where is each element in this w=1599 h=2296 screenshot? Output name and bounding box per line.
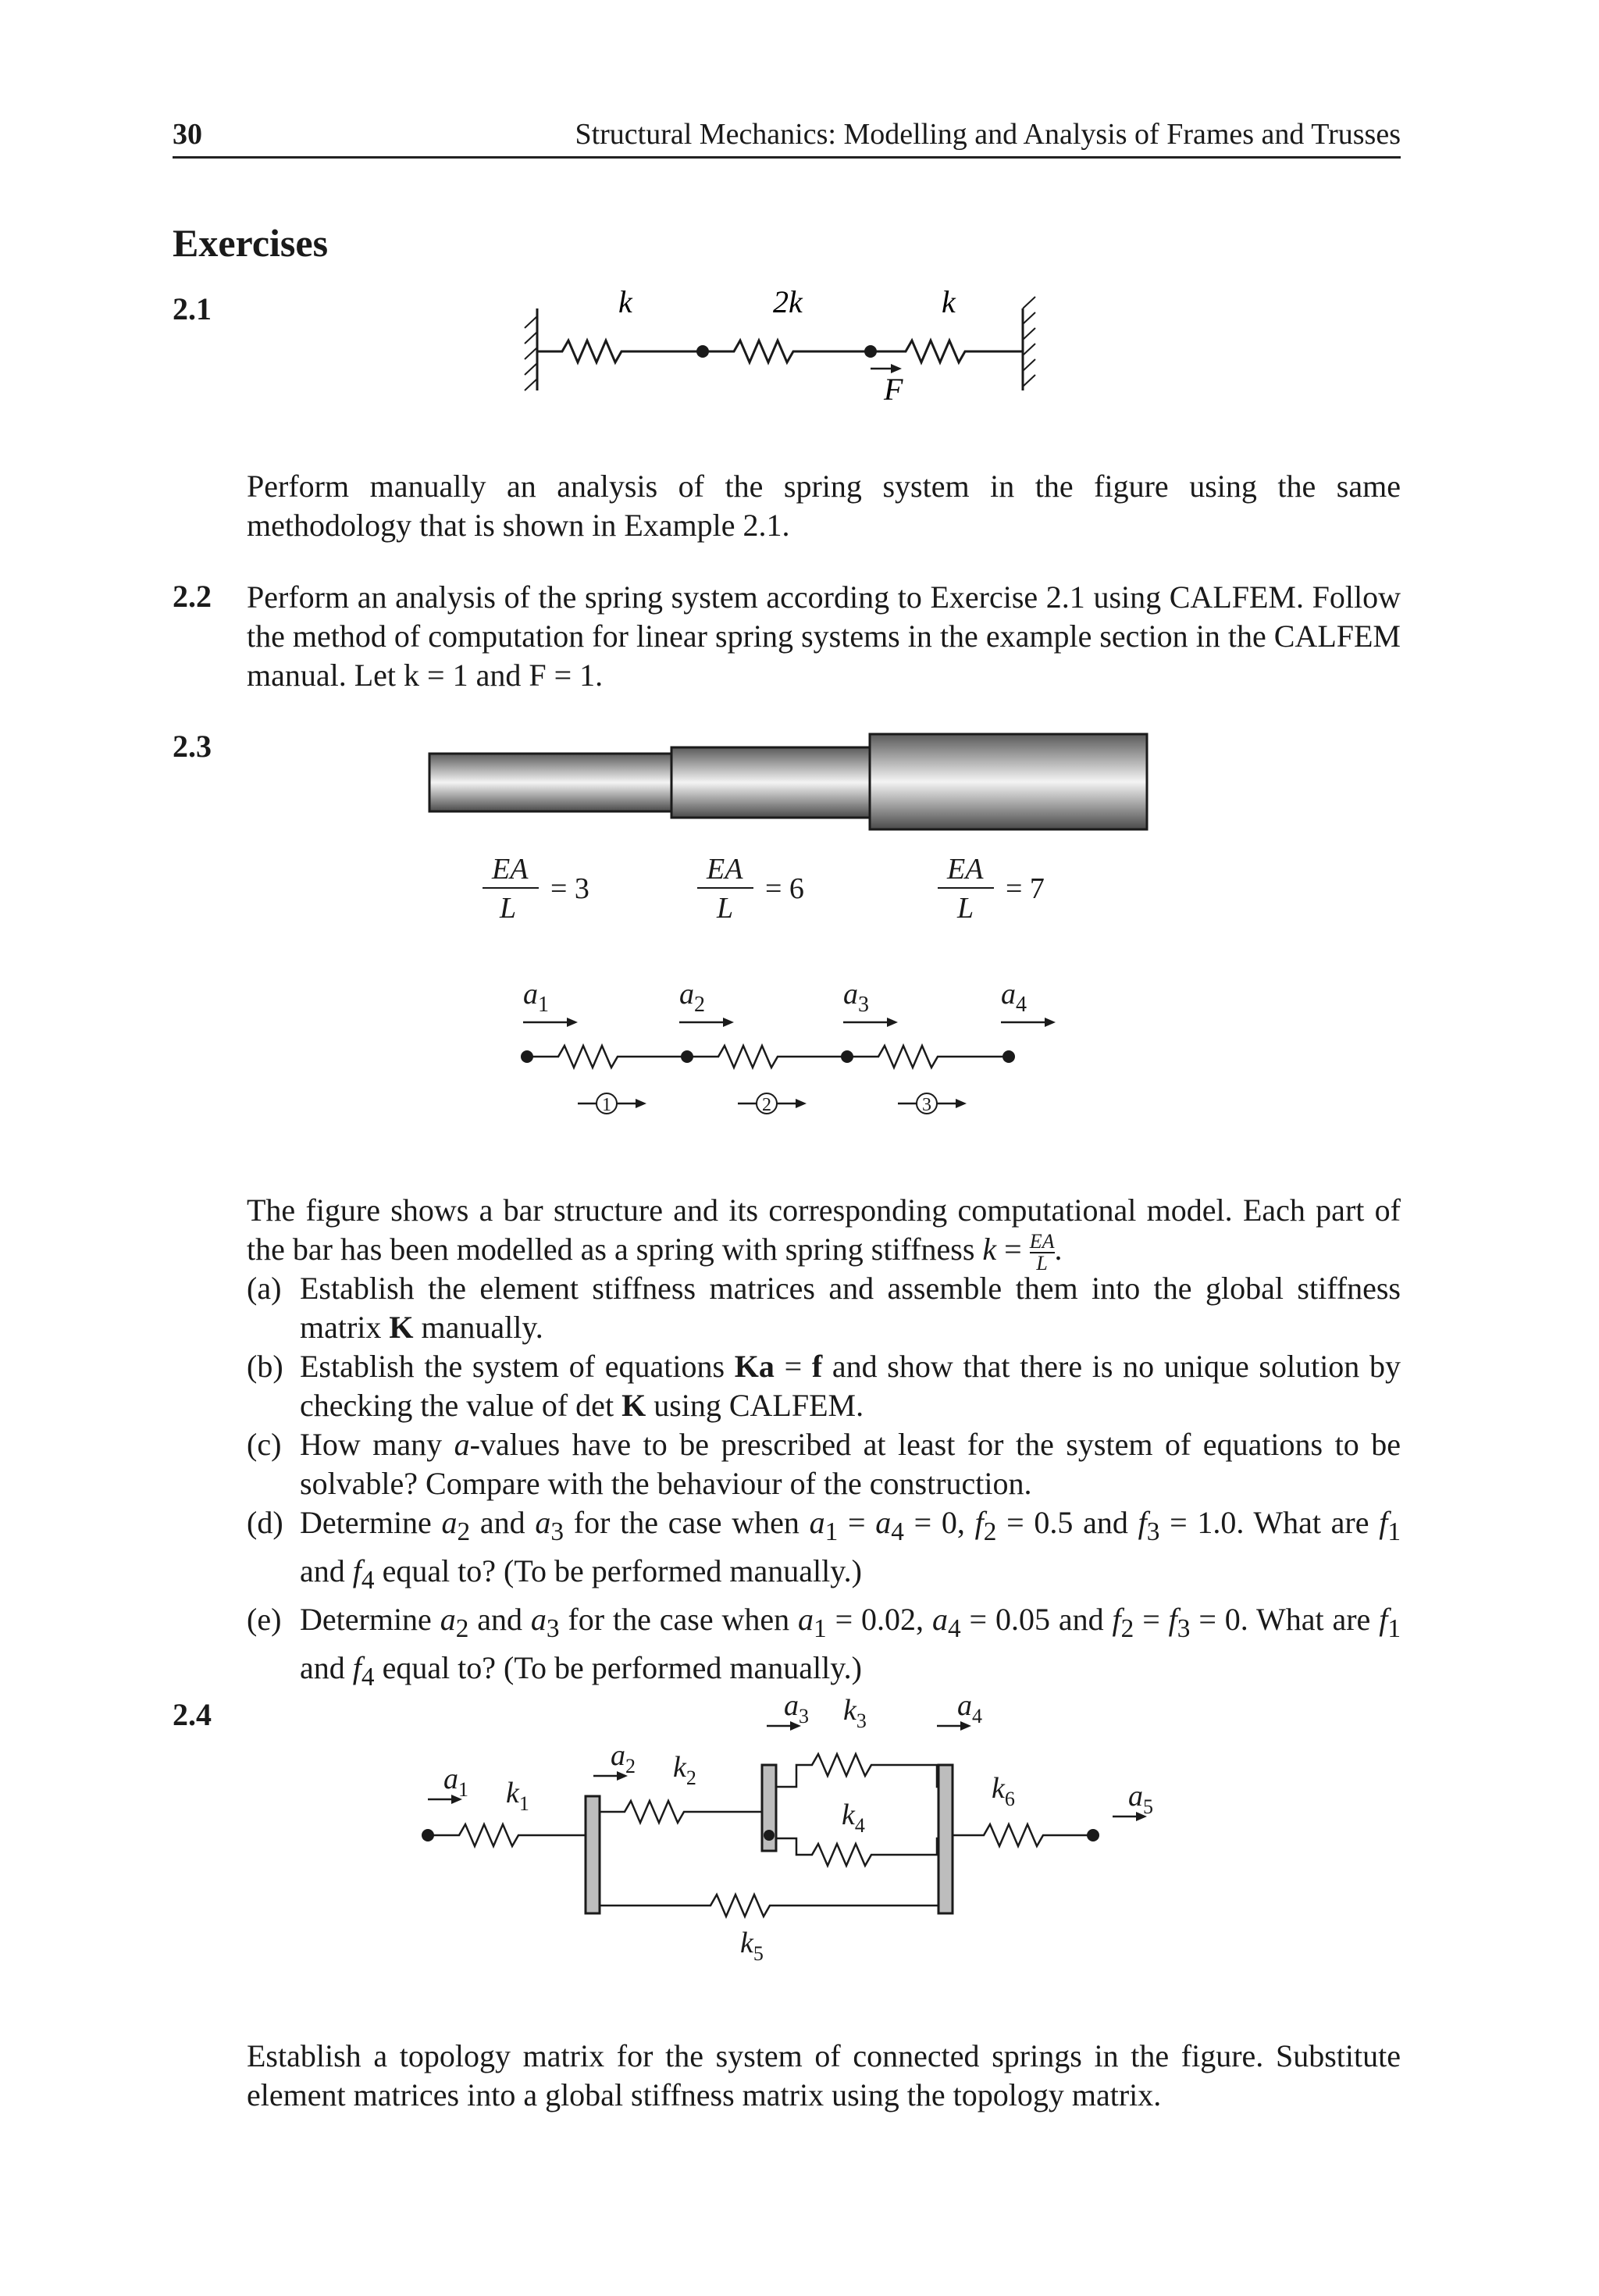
node xyxy=(1002,1050,1015,1063)
dof-label-a3: $a_3$ xyxy=(784,1689,809,1727)
spring-label-k3: $k_3$ xyxy=(843,1694,867,1732)
exercise-2-4-text: Establish a topology matrix for the system of connected springs in the figure. Substitute element matrices into a global stiffness matrix using the topology matrix. xyxy=(247,2038,1401,2112)
spring-label-k2: $k_2$ xyxy=(673,1751,696,1789)
fraction-num: EA xyxy=(947,853,984,886)
exercise-2-2-text: Perform an analysis of the spring system according to Exercise 2.1 using CALFEM. Follow the method of computation for linear spring systems in the example section in the CALFEM manual. Let k = 1 and F = 1. xyxy=(247,579,1401,693)
exercise-number: 2.4 xyxy=(173,1697,212,1732)
list-item: (c) How many a-values have to be prescribed at least for the system of equations to be solvable? Compare with the behaviour of the construction. xyxy=(247,1427,1401,1501)
element-number: 3 xyxy=(922,1095,931,1115)
spring-label-k4: $k_4$ xyxy=(842,1799,865,1837)
fraction-num: EA xyxy=(492,853,529,886)
dof-label-a3: $a_3$ xyxy=(843,978,869,1017)
dof-label-a4: $a_4$ xyxy=(1001,978,1027,1017)
rigid-plate xyxy=(938,1765,953,1913)
dof-label-a2: $a_2$ xyxy=(611,1739,636,1777)
dof-label-a5: $a_5$ xyxy=(1128,1780,1153,1818)
dof-label-a2: $a_2$ xyxy=(679,978,705,1017)
spring-k3 xyxy=(776,1754,938,1787)
exercise-number: 2.1 xyxy=(173,291,212,326)
fraction-den: L xyxy=(957,892,974,925)
node xyxy=(864,345,877,358)
node xyxy=(696,345,709,358)
spring-k2 xyxy=(600,1801,762,1823)
spring-k6 xyxy=(953,1824,1093,1846)
spring-label-2k: 2k xyxy=(773,284,803,319)
force-label: F xyxy=(884,372,903,407)
node xyxy=(764,1830,775,1841)
page-number: 30 xyxy=(173,118,202,151)
header-rule xyxy=(173,156,1401,159)
exercise-number: 2.2 xyxy=(173,579,212,614)
exercise-2-3-intro: The figure shows a bar structure and its corresponding computational model. Each part of the bar has been modelled as a spring with spring stiffness k = $\frac{EA}{L}$ . xyxy=(247,1193,1401,1275)
list-item: (d) Determine $a_2$ and $a_3$ for the case when $a_1 = a_4 = 0$, $f_2 = 0.5$ and $f_3 = 1.0$. What are $f_1$ and $f_4$ equal to? (To be performed manually.) xyxy=(247,1505,1401,1595)
element-number: 1 xyxy=(602,1095,611,1115)
node xyxy=(681,1050,693,1063)
stiffness-value: = 6 xyxy=(765,872,804,905)
node xyxy=(422,1829,434,1841)
connected-springs-figure-2-4 xyxy=(406,1679,1187,1984)
spring-2 xyxy=(703,340,871,362)
spring-3 xyxy=(871,340,1023,362)
fraction-num: EA xyxy=(707,853,743,886)
spring-label-k: k xyxy=(942,284,956,319)
spring-k1 xyxy=(428,1824,586,1846)
spring-label-k1: $k_1$ xyxy=(506,1777,529,1815)
spring-element-2 xyxy=(687,1046,847,1068)
dof-label-a4: $a_4$ xyxy=(957,1689,982,1727)
node xyxy=(1087,1829,1099,1841)
list-item: (e) Determine $a_2$ and $a_3$ for the case when $a_1 = 0.02$, $a_4 = 0.05$ and $f_2 = f_3 = 0$. What are $f_1$ and $f_4$ equal to? (To be performed manually.) xyxy=(247,1602,1401,1692)
stiffness-value: = 7 xyxy=(1006,872,1045,905)
rigid-plate xyxy=(586,1796,600,1913)
fraction-den: L xyxy=(717,892,734,925)
spring-element-3 xyxy=(847,1046,1009,1068)
dof-label-a1: $a_1$ xyxy=(523,978,549,1017)
section-title: Exercises xyxy=(173,221,329,265)
exercise-2-3-items xyxy=(247,1269,1401,1697)
running-title: Structural Mechanics: Modelling and Analysis of Frames and Trusses xyxy=(575,118,1401,151)
list-item: (a) Establish the element stiffness matrices and assemble them into the global stiffness matrix K manually. xyxy=(247,1271,1401,1345)
bar-segment-3 xyxy=(870,734,1147,829)
spring-k4 xyxy=(776,1838,938,1866)
fraction-den: L xyxy=(500,892,517,925)
exercise-2-1-text: Perform manually an analysis of the spring system in the figure using the same methodology that is shown in Example 2.1. xyxy=(247,469,1401,543)
node xyxy=(521,1050,533,1063)
spring-k5 xyxy=(600,1895,938,1916)
stiffness-value: = 3 xyxy=(550,872,589,905)
node xyxy=(841,1050,853,1063)
bar-structure-figure-2-3 xyxy=(422,722,1171,1207)
spring-system-figure-2-1 xyxy=(515,281,1077,422)
spring-label-k: k xyxy=(618,284,632,319)
spring-label-k5: $k_5$ xyxy=(740,1927,764,1965)
spring-1 xyxy=(537,340,703,362)
exercise-number: 2.3 xyxy=(173,729,212,764)
bar-segment-2 xyxy=(671,747,870,818)
bar-segment-1 xyxy=(429,754,671,811)
spring-element-1 xyxy=(527,1046,687,1068)
list-item: (b) Establish the system of equations Ka = f and show that there is no unique solution by checking the value of det K using CALFEM. xyxy=(247,1349,1401,1423)
element-number: 2 xyxy=(762,1095,771,1115)
dof-label-a1: $a_1$ xyxy=(443,1763,468,1801)
spring-label-k6: $k_6$ xyxy=(992,1772,1015,1810)
